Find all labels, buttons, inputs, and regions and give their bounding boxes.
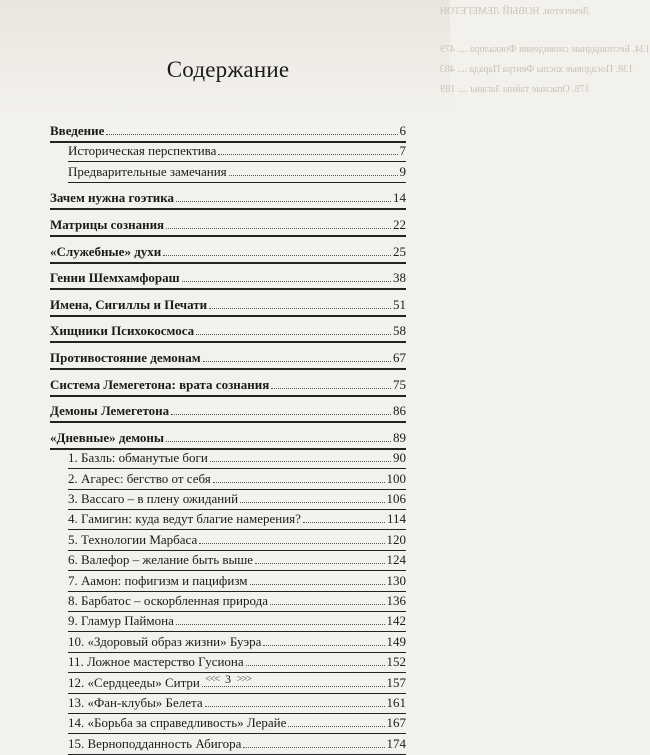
ornament-left-icon: <<< <box>205 674 219 685</box>
toc-page-number: 174 <box>386 735 406 751</box>
section-rule <box>50 395 406 397</box>
toc-page-number: 142 <box>386 613 406 629</box>
toc-leader-dots <box>106 134 397 135</box>
section-rule <box>50 235 406 237</box>
bleed-line: 138. Посадовые хоспы Фентра Парада .... 483 <box>440 64 634 75</box>
toc-leader-dots <box>176 201 391 202</box>
toc-subsection <box>68 650 406 672</box>
toc-page-number: 114 <box>386 511 406 527</box>
toc-subsection <box>68 139 406 161</box>
toc-page-number: 161 <box>386 695 406 710</box>
toc-page-number: 22 <box>393 217 406 232</box>
toc-leader-dots <box>166 441 391 442</box>
toc-page-number: 7 <box>399 143 406 159</box>
toc-label: 7. Аамон: пофигизм и пацифизм <box>68 572 248 588</box>
section-rule <box>50 315 406 317</box>
section-rule <box>50 421 406 423</box>
toc-section <box>50 240 406 262</box>
toc-page-number: 14 <box>393 190 406 206</box>
toc-label: 11. Ложное мастерство Гусиона <box>68 654 244 670</box>
toc-page-number: 136 <box>386 593 406 608</box>
toc-label: 10. «Здоровый образ жизни» Буэра <box>68 633 262 649</box>
toc-label: Демоны Лемегетона <box>50 403 170 419</box>
toc-page-number: 25 <box>393 243 406 259</box>
section-rule <box>50 288 406 290</box>
toc-label: 4. Гамигин: куда ведут благие намерения? <box>68 511 301 527</box>
toc-subsection <box>68 711 406 733</box>
toc-section <box>50 213 406 235</box>
toc-label: Система Лемегетона: врата сознания <box>50 376 270 392</box>
toc-label: Противостояние демонам <box>50 350 201 365</box>
toc-page-number: 106 <box>386 491 406 506</box>
toc-leader-dots <box>243 747 384 748</box>
toc-section <box>50 186 406 208</box>
toc-subsection <box>68 609 406 631</box>
toc-page-number: 51 <box>393 296 406 312</box>
toc-leader-dots <box>203 361 391 362</box>
toc-section <box>50 426 406 448</box>
toc-page-number: 100 <box>386 470 406 486</box>
section-rule <box>50 208 406 210</box>
toc-subsection <box>68 446 406 468</box>
toc-page-number: 167 <box>386 715 406 731</box>
running-head-mirrored: Лемегетон. НОВЫЙ ЛЕМЕГЕТОН <box>440 6 590 17</box>
toc-label: Гении Шемхамфораш <box>50 270 180 286</box>
page-number: 3 <box>225 672 231 686</box>
toc-leader-dots <box>182 281 391 282</box>
toc-label: 13. «Фан-клубы» Белета <box>68 695 203 710</box>
toc-section <box>50 346 406 368</box>
toc-label: 2. Агарес: бегство от себя <box>68 470 211 486</box>
toc-leader-dots <box>250 584 385 585</box>
bleed-line: 134. Беспощадные сновидения Фоккалора .... 479 <box>440 44 650 55</box>
section-rule <box>50 262 406 264</box>
bleed-line: 178. Опасные тайны Заганы .... 189 <box>440 84 590 95</box>
toc-leader-dots <box>255 563 384 564</box>
toc-page-number: 149 <box>386 633 406 649</box>
toc-label: 15. Верноподданность Абигора <box>68 735 242 751</box>
toc-label: Хищники Психокосмоса <box>50 323 195 339</box>
toc-label: «Дневные» демоны <box>50 429 165 445</box>
toc-page-number: 124 <box>386 552 406 568</box>
toc-page-number: 90 <box>393 450 406 466</box>
toc-subsection <box>68 630 406 652</box>
toc-leader-dots <box>196 334 391 335</box>
toc-subsection <box>68 732 406 754</box>
toc-subsection <box>68 507 406 529</box>
toc-subsection <box>68 691 406 713</box>
toc-label: 12. «Сердцееды» Ситри <box>68 674 200 690</box>
toc-label: 8. Барбатос – оскорбленная природа <box>68 593 269 608</box>
toc-subsection <box>68 589 406 611</box>
toc-subsection <box>68 528 406 550</box>
toc-subsection <box>68 569 406 591</box>
toc-section <box>50 293 406 315</box>
toc-leader-dots <box>171 414 391 415</box>
toc-leader-dots <box>270 604 384 605</box>
toc-leader-dots <box>263 645 384 646</box>
toc-page-number: 9 <box>399 163 406 179</box>
toc-label: Зачем нужна гоэтика <box>50 190 175 206</box>
toc-label: Историческая перспектива <box>68 143 217 159</box>
section-rule <box>50 341 406 343</box>
toc-label: 3. Вассаго – в плену ожиданий <box>68 491 239 506</box>
toc-section <box>50 119 406 141</box>
toc-leader-dots <box>229 175 398 176</box>
toc-leader-dots <box>218 154 397 155</box>
toc-page-number: 157 <box>386 674 406 690</box>
toc-leader-dots <box>176 624 385 625</box>
toc-page-number: 152 <box>386 654 406 670</box>
toc-section <box>50 266 406 288</box>
toc-label: «Служебные» духи <box>50 243 162 259</box>
ornament-right-icon: >>> <box>237 674 251 685</box>
toc-page-number: 86 <box>393 403 406 419</box>
toc-leader-dots <box>163 255 391 256</box>
toc-subsection <box>68 467 406 489</box>
toc-page-number: 58 <box>393 323 406 339</box>
toc-label: Матрицы сознания <box>50 217 165 232</box>
toc-leader-dots <box>205 706 385 707</box>
toc-leader-dots <box>303 522 385 523</box>
toc-leader-dots <box>288 726 384 727</box>
toc-page-number: 120 <box>386 531 406 547</box>
toc-leader-dots <box>240 502 384 503</box>
toc-page-number: 6 <box>399 123 406 138</box>
toc-label: 9. Гламур Паймона <box>68 613 174 629</box>
toc-leader-dots <box>271 388 391 389</box>
toc-subsection <box>68 487 406 509</box>
page-footer <box>50 672 406 687</box>
toc-label: Введение <box>50 123 105 138</box>
toc-label: 1. Базль: обманутые боги <box>68 450 208 466</box>
toc-leader-dots <box>199 543 384 544</box>
toc-page-number: 130 <box>386 572 406 588</box>
book-page <box>50 0 406 751</box>
toc-subsection <box>68 548 406 570</box>
toc-leader-dots <box>209 308 391 309</box>
toc-section <box>50 373 406 395</box>
toc-label: 5. Технологии Марбаса <box>68 531 198 547</box>
section-rule <box>50 368 406 370</box>
toc-page-number: 67 <box>393 350 406 365</box>
toc-label: 6. Валефор – желание быть выше <box>68 552 254 568</box>
toc-leader-dots <box>246 665 385 666</box>
subsection-rule <box>68 182 406 183</box>
toc-leader-dots <box>166 228 391 229</box>
toc-label: 14. «Борьба за справедливость» Лерайе <box>68 715 287 731</box>
toc-label: Имена, Сигиллы и Печати <box>50 296 208 312</box>
toc-page-number: 89 <box>393 429 406 445</box>
page-title: Содержание <box>166 57 290 82</box>
toc-section <box>50 399 406 421</box>
toc-page-number: 38 <box>393 270 406 286</box>
toc-page-number: 75 <box>393 376 406 392</box>
toc-subsection <box>68 160 406 182</box>
toc-leader-dots <box>213 482 385 483</box>
toc-section <box>50 319 406 341</box>
toc-label: Предварительные замечания <box>68 163 227 179</box>
toc-leader-dots <box>210 461 391 462</box>
